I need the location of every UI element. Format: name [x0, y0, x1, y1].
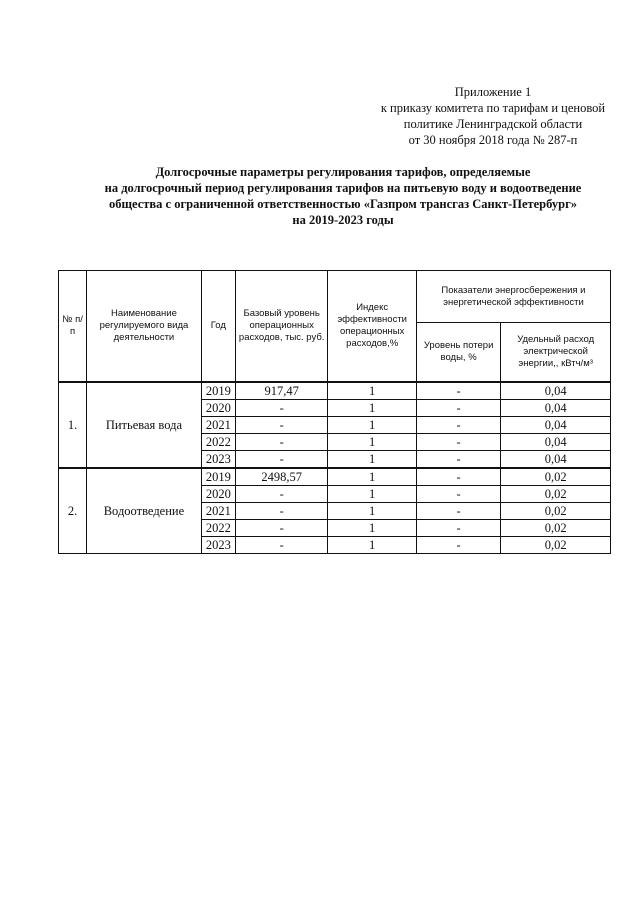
header-energy-group: Показатели энергосбережения и энергетической эффективности: [416, 271, 610, 323]
cell-loss: -: [416, 382, 500, 400]
cell-loss: -: [416, 451, 500, 469]
cell-index: 1: [328, 434, 416, 451]
cell-year: 2020: [201, 400, 235, 417]
cell-base: -: [235, 451, 328, 469]
cell-year: 2021: [201, 417, 235, 434]
cell-electricity: 0,04: [501, 434, 611, 451]
cell-year: 2021: [201, 503, 235, 520]
cell-year: 2019: [201, 468, 235, 486]
cell-base: -: [235, 400, 328, 417]
group-drinking-water: [59, 382, 611, 468]
appendix-line-1: Приложение 1: [454, 85, 532, 99]
cell-loss: -: [416, 520, 500, 537]
document-title: [60, 164, 626, 228]
header-base-level: Базовый уровень операционных расходов, тыс. руб.: [235, 271, 328, 383]
cell-electricity: 0,04: [501, 382, 611, 400]
activity-name: Водоотведение: [87, 468, 202, 554]
cell-loss: -: [416, 468, 500, 486]
row-number: 2.: [59, 468, 87, 554]
title-line-2: на долгосрочный период регулирования тарифов на питьевую воду и водоотведение: [104, 181, 582, 195]
cell-index: 1: [328, 417, 416, 434]
cell-year: 2023: [201, 537, 235, 554]
header-year: Год: [201, 271, 235, 383]
cell-index: 1: [328, 382, 416, 400]
cell-loss: -: [416, 417, 500, 434]
cell-year: 2020: [201, 486, 235, 503]
cell-loss: -: [416, 400, 500, 417]
appendix-header: [360, 84, 626, 148]
header-num: № п/п: [59, 271, 87, 383]
table-row: [59, 468, 611, 486]
cell-loss: -: [416, 486, 500, 503]
appendix-line-2: к приказу комитета по тарифам и ценовой: [380, 101, 606, 115]
cell-loss: -: [416, 503, 500, 520]
cell-loss: -: [416, 434, 500, 451]
cell-electricity: 0,04: [501, 417, 611, 434]
header-water-loss: Уровень потери воды, %: [416, 323, 500, 383]
cell-base: -: [235, 417, 328, 434]
cell-index: 1: [328, 486, 416, 503]
activity-name: Питьевая вода: [87, 382, 202, 468]
appendix-line-3: политике Ленинградской области: [403, 117, 583, 131]
cell-year: 2022: [201, 520, 235, 537]
cell-electricity: 0,02: [501, 486, 611, 503]
group-wastewater: [59, 468, 611, 554]
cell-index: 1: [328, 451, 416, 469]
cell-index: 1: [328, 503, 416, 520]
cell-electricity: 0,02: [501, 520, 611, 537]
cell-loss: -: [416, 537, 500, 554]
cell-year: 2023: [201, 451, 235, 469]
cell-index: 1: [328, 537, 416, 554]
cell-year: 2022: [201, 434, 235, 451]
cell-base: 2498,57: [235, 468, 328, 486]
tariff-parameters-table: [58, 270, 611, 554]
cell-base: -: [235, 486, 328, 503]
cell-index: 1: [328, 468, 416, 486]
header-activity: Наименование регулируемого вида деятельности: [87, 271, 202, 383]
cell-base: -: [235, 520, 328, 537]
cell-year: 2019: [201, 382, 235, 400]
row-number: 1.: [59, 382, 87, 468]
cell-electricity: 0,02: [501, 468, 611, 486]
table-header: [59, 271, 611, 383]
title-line-4: на 2019-2023 годы: [292, 213, 394, 227]
cell-index: 1: [328, 400, 416, 417]
cell-electricity: 0,04: [501, 400, 611, 417]
header-electricity: Удельный расход электрической энергии,, кВтч/м³: [501, 323, 611, 383]
table-row: [59, 382, 611, 400]
title-line-1: Долгосрочные параметры регулирования тарифов, определяемые: [155, 165, 531, 179]
cell-base: 917,47: [235, 382, 328, 400]
cell-base: -: [235, 537, 328, 554]
cell-electricity: 0,02: [501, 503, 611, 520]
cell-electricity: 0,04: [501, 451, 611, 469]
cell-index: 1: [328, 520, 416, 537]
cell-base: -: [235, 503, 328, 520]
cell-electricity: 0,02: [501, 537, 611, 554]
title-line-3: общества с ограниченной ответственностью «Газпром трансгаз Санкт-Петербург»: [108, 197, 578, 211]
header-efficiency-index: Индекс эффективности операционных расходов,%: [328, 271, 416, 383]
appendix-line-4: от 30 ноября 2018 года № 287-п: [408, 133, 578, 147]
cell-base: -: [235, 434, 328, 451]
